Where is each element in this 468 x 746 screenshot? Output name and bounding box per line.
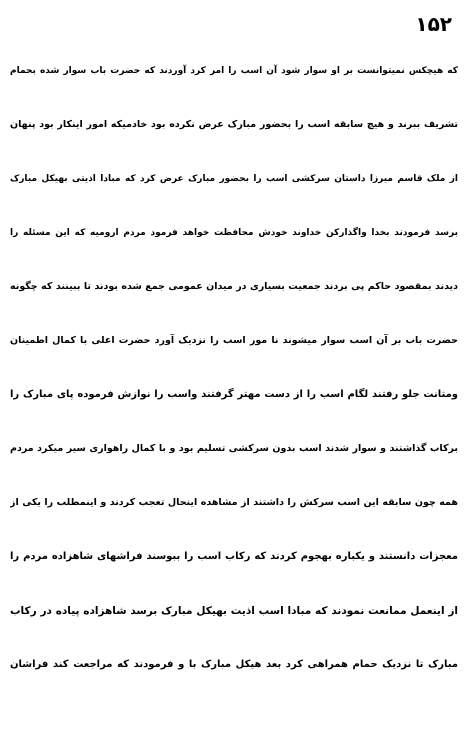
text-line: برسد فرمودند بخدا واگذارکن خداوند خودش محافظت خواهد فرمود مردم ارومیه که این مسئله را	[10, 228, 458, 238]
page-number: ۱۵۲	[415, 12, 452, 36]
text-line: همه چون سابقه این اسب سرکش را داشتند از مشاهده اینحال تعجب کردند و اینمطلب را یکی از	[10, 497, 458, 508]
text-line: معجزات دانستند و یکباره بهجوم کردند که رکاب اسب را ببوسند فراشهای شاهزاده مردم را	[10, 551, 458, 562]
text-line: که هیچکس نمیتوانست بر او سوار شود آن اسب را امر کرد آوردند که حضرت باب سوار شده بحمام	[10, 66, 458, 76]
text-line: تشریف ببرند و هیچ سابقه اسب را بحضور مبارک عرض نکرده بود خادمیکه امور اینکار بود پنهان	[10, 119, 458, 130]
text-line: از ملک قاسم میرزا داستان سرکشی اسب را بحضور مبارک عرض کرد که مبادا اذیتی بهیکل مبارک	[10, 174, 458, 184]
text-line: از اینعمل ممانعت نمودند که مبادا اسب اذیت بهیکل مبارک برسد شاهزاده پیاده در رکاب	[10, 605, 458, 617]
text-line: برکاب گذاشتند و سوار شدند اسب بدون سرکشی تسلیم بود و با کمال راهواری سیر میکرد مردم	[10, 443, 458, 454]
text-line: ومتانت جلو رفتند لگام اسب را از دست مهتر گرفتند واسب را نوازش فرموده پای مبارک را	[10, 389, 458, 400]
text-line: مبارک تا نزدیک حمام همراهی کرد بعد هیکل مبارک با و فرمودند که مراجعت کند فراشان	[10, 659, 458, 670]
text-line: حضرت باب بر آن اسب سوار میشوند نا مور اسب را نزدیک آورد حضرت اعلی با کمال اطمینان	[10, 335, 458, 346]
body-text	[10, 44, 458, 692]
text-line: دیدند بمقصود حاکم پی بردند جمعیت بسیاری در میدان عمومی جمع شده بودند تا ببینند که چگونه	[10, 281, 458, 292]
